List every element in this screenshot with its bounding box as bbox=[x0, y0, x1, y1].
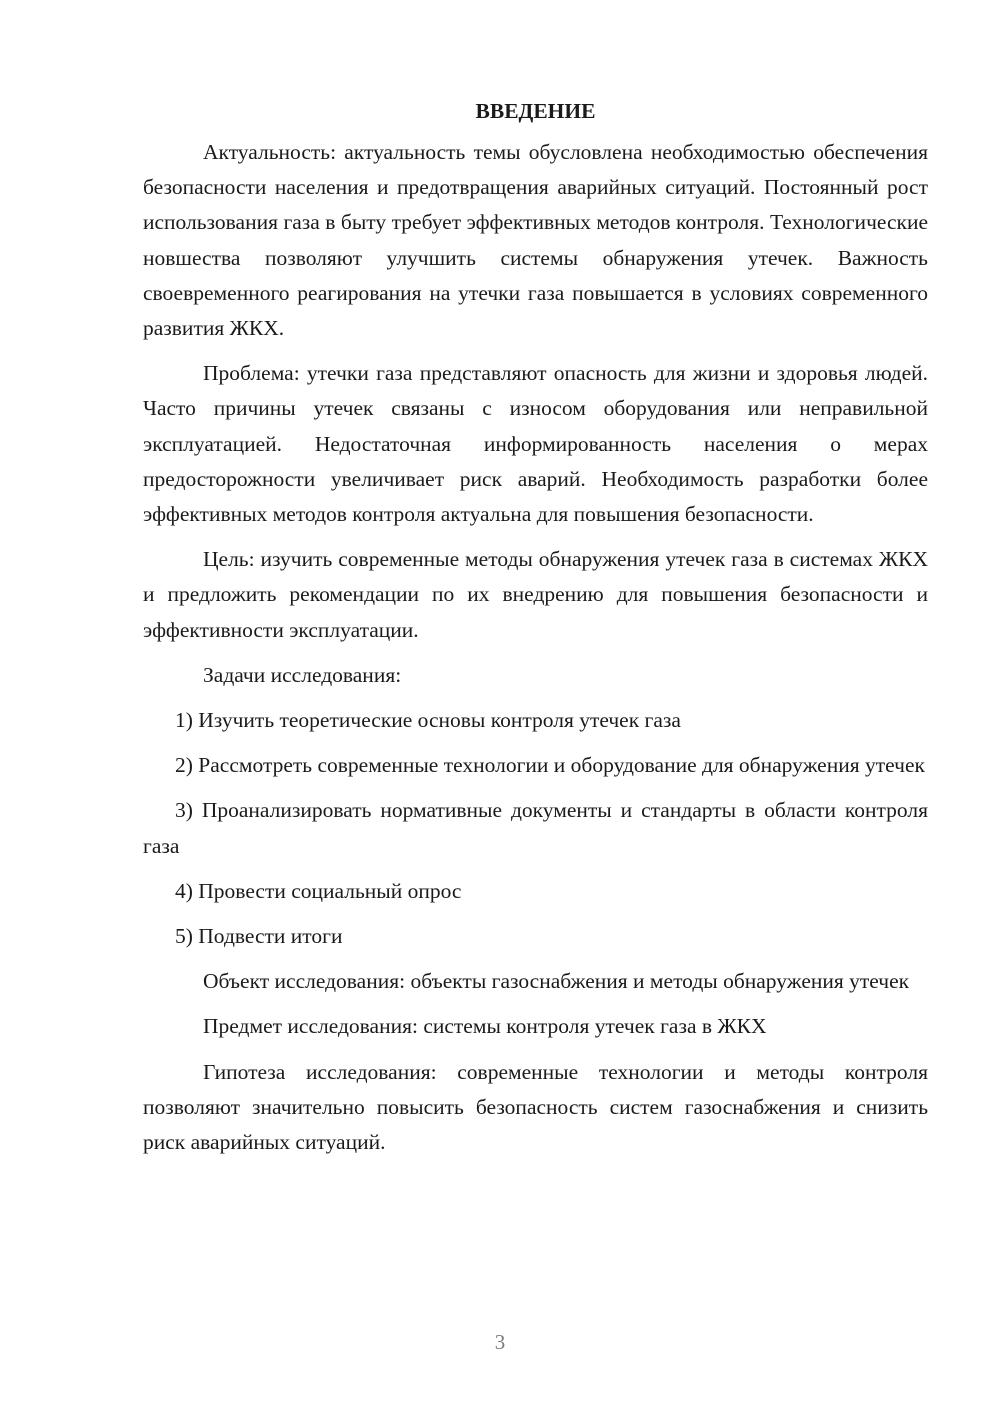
hypothesis-paragraph: Гипотеза исследования: современные технологии и методы контроля позволяют значительно повысить безопасность систем газоснабжения и снизить риск аварийных ситуаций. bbox=[143, 1059, 928, 1155]
subject-paragraph: Предмет исследования: системы контроля утечек газа в ЖКХ bbox=[203, 1014, 767, 1039]
goal-paragraph: Цель: изучить современные методы обнаружения утечек газа в системах ЖКХ и предложить рекомендации по их внедрению для повышения безопасности и эффективности эксплуатации. bbox=[143, 547, 928, 642]
page-number: 3 bbox=[494, 1330, 506, 1354]
task-item-5: 5) Подвести итоги bbox=[175, 924, 343, 949]
task-item-1: 1) Изучить теоретические основы контроля утечек газа bbox=[175, 708, 681, 733]
task-item-3: 3) Проанализировать нормативные документы и стандарты в области контроля газа bbox=[143, 798, 928, 858]
task-item-2: 2) Рассмотреть современные технологии и оборудование для обнаружения утечек bbox=[175, 753, 925, 778]
object-paragraph: Объект исследования: объекты газоснабжения и методы обнаружения утечек bbox=[203, 969, 910, 994]
problem-paragraph: Проблема: утечки газа представляют опасность для жизни и здоровья людей. Часто причины утечек связаны с износом оборудования или неправильной эксплуатацией. Недостаточная информированность населения о мерах предосторожности увеличивает риск аварий. Необходимость разработки более эффективных методов контроля актуальна для повышения безопасности. bbox=[143, 361, 928, 527]
tasks-heading: Задачи исследования: bbox=[203, 662, 402, 687]
relevance-paragraph: Актуальность: актуальность темы обусловлена необходимостью обеспечения безопасности населения и предотвращения аварийных ситуаций. Постоянный рост использования газа в быту требует эффективных методов контроля. Технологические новшества позволяют улучшить системы обнаружения утечек. Важность своевременного реагирования на утечки газа повышается в условиях современного развития ЖКХ. bbox=[143, 140, 928, 341]
task-item-4: 4) Провести социальный опрос bbox=[175, 878, 462, 903]
document-page bbox=[143, 94, 928, 1160]
section-title: ВВЕДЕНИЕ bbox=[475, 99, 596, 123]
